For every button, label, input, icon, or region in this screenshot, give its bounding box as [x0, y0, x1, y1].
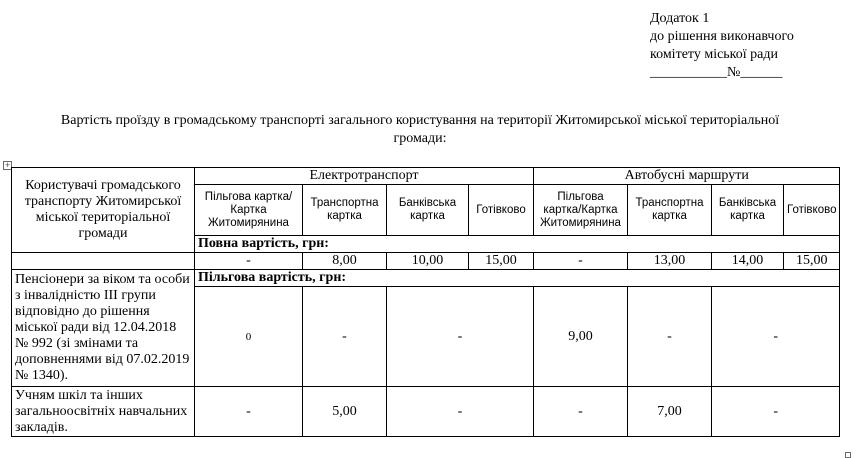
table-cell: 15,00 — [784, 253, 840, 270]
table-cell: - — [534, 387, 628, 437]
annex-title: Додаток 1 — [650, 11, 710, 26]
annex-line-2: до рішення виконавчого — [650, 29, 794, 44]
table-cell: - — [712, 287, 840, 387]
row-label-students: Учням шкіл та інших загальноосвітніх навчальних закладів. — [12, 387, 195, 437]
table-cell: 14,00 — [712, 253, 784, 270]
subheader-transport-card: Транспортна картка — [628, 185, 712, 236]
annex-line-3: комітету міської ради — [650, 47, 778, 62]
subheader-bank-card: Банківська картка — [712, 185, 784, 236]
table-cell: 9,00 — [534, 287, 628, 387]
table-cell: - — [628, 287, 712, 387]
fare-table — [11, 167, 840, 437]
table-cell: 0 — [195, 287, 303, 387]
table-cell: - — [195, 253, 303, 270]
row-label-pensioners: Пенсіонери за віком та особи з інвалідністю ІІІ групи відповідно до рішення міської ради від 12.04.2018 № 992 (зі змінами та доповненнями від 07.02.2019 № 1340). — [12, 270, 195, 387]
subheader-cash: Готівково — [469, 185, 534, 236]
table-cell: - — [387, 387, 534, 437]
annex-header — [650, 10, 794, 82]
group-bus-routes: Автобусні маршрути — [534, 168, 840, 185]
table-cell: 13,00 — [628, 253, 712, 270]
group-electric-transport: Електротранспорт — [195, 168, 534, 185]
table-cell: 5,00 — [303, 387, 387, 437]
privilege-price-label: Пільгова вартість, грн: — [195, 270, 840, 287]
table-cell: - — [303, 287, 387, 387]
table-cell: 10,00 — [387, 253, 469, 270]
table-cell: 7,00 — [628, 387, 712, 437]
empty-cell — [12, 253, 195, 270]
table-cell: - — [712, 387, 840, 437]
table-resize-handle-icon[interactable] — [845, 452, 851, 458]
annex-number-line: ___________№______ — [650, 65, 783, 80]
subheader-privilege-card: Пільгова картка/Картка Житомирянина — [534, 185, 628, 236]
subheader-privilege-card: Пільгова картка/Картка Житомирянина — [195, 185, 303, 236]
full-price-label: Повна вартість, грн: — [195, 236, 840, 253]
table-cell: - — [195, 387, 303, 437]
table-cell: - — [387, 287, 534, 387]
subheader-bank-card: Банківська картка — [387, 185, 469, 236]
table-cell: - — [534, 253, 628, 270]
document-title: Вартість проїзду в громадському транспорті загального користування на території Житомирської міської територіальної громади: — [60, 113, 780, 146]
users-header: Користувачі громадського транспорту Житомирської міської територіальної громади — [12, 168, 195, 253]
table-cell: 15,00 — [469, 253, 534, 270]
subheader-cash: Готівково — [784, 185, 840, 236]
table-move-handle-icon[interactable]: + — [4, 161, 11, 169]
table-cell: 8,00 — [303, 253, 387, 270]
subheader-transport-card: Транспортна картка — [303, 185, 387, 236]
